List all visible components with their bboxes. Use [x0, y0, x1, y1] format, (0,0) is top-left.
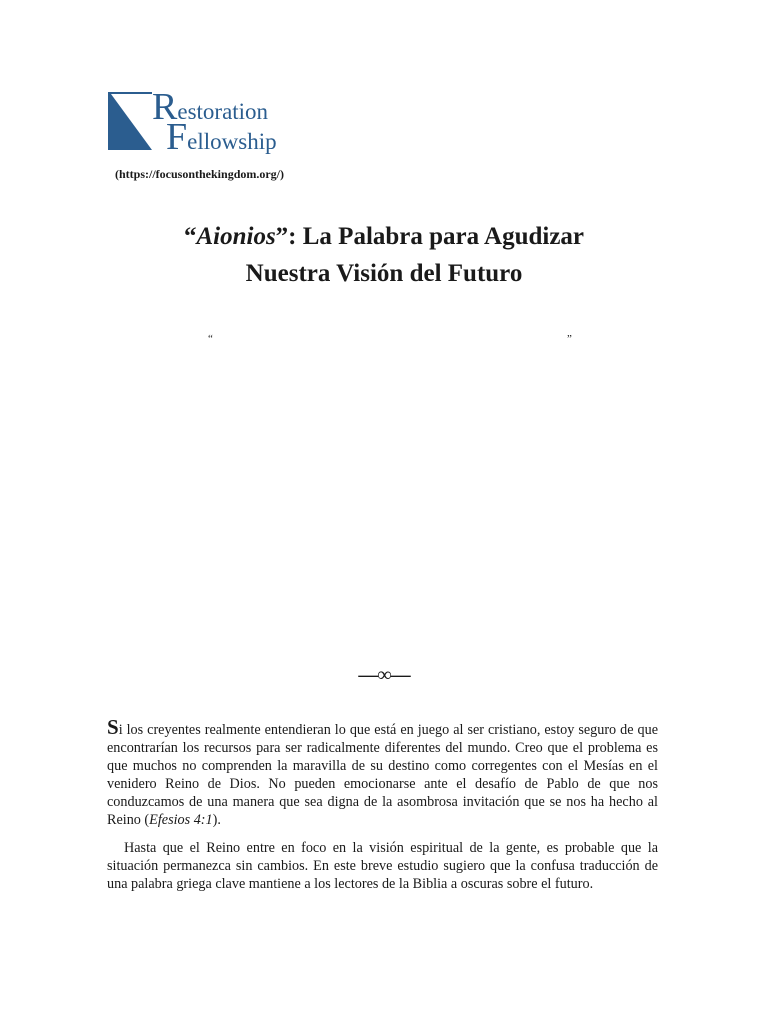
- title-line-1: [0, 218, 768, 255]
- paragraph-1-text: i los creyentes realmente entendieran lo que está en juego al ser cristiano, estoy seguro de que encontrarían los recursos para ser radicalmente diferentes del mundo. Creo que el problema es que muchos no comprenden la maravilla de su destino como corregentes con el Mesías en el venidero Reino de Dios. No pueden emocionarse ante el desafío de Pablo de que nos conduzcamos de una manera que sea digna de la asombrosa invitación que se nos ha hecho al Reino (: [107, 722, 658, 828]
- paragraph-1: [107, 715, 658, 829]
- title-line1-rest: ”: La Palabra para Agudizar: [275, 223, 585, 250]
- restoration-fellowship-logo: [108, 88, 308, 156]
- website-url: (https://focusonthekingdom.org/): [115, 167, 285, 181]
- title-line-2: Nuestra Visión del Futuro: [245, 260, 523, 287]
- title-italic-word: Aionios: [196, 223, 276, 250]
- logo-text-estoration: estoration: [177, 99, 269, 124]
- scripture-reference: Efesios 4:1: [149, 812, 213, 828]
- logo-initial-f: F: [166, 116, 188, 158]
- document-title: [0, 218, 768, 292]
- section-divider: —∞—: [358, 664, 410, 686]
- logo-line-fellowship: [166, 118, 277, 156]
- logo-initial-r: R: [152, 86, 178, 128]
- logo-text-ellowship: ellowship: [187, 129, 277, 154]
- title-open-quote: “: [183, 223, 197, 250]
- body-text: [107, 715, 658, 903]
- paragraph-dropcap: S: [107, 715, 119, 739]
- epigraph-open-quote: “: [208, 333, 213, 345]
- paragraph-1-end: ).: [212, 812, 221, 828]
- paragraph-2: Hasta que el Reino entre en foco en la visión espiritual de la gente, es probable que la situación permanezca sin cambios. En este breve estudio sugiero que la confusa traducción de una palabra griega clave mantiene a los lectores de la Biblia a oscuras sobre el futuro.: [107, 840, 658, 892]
- logo-triangle-icon: [108, 92, 152, 150]
- epigraph-close-quote: ”: [567, 333, 572, 345]
